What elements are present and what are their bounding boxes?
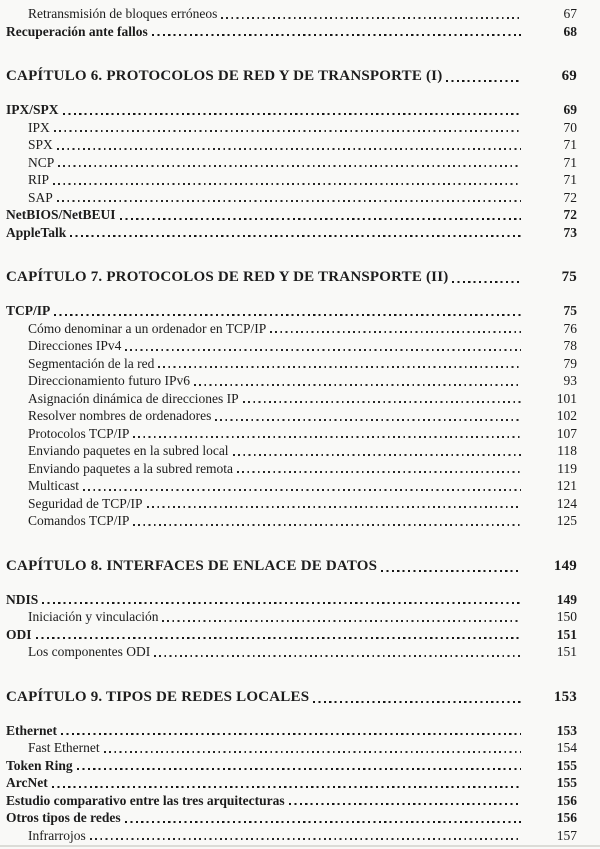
toc-entry-page: 101 [556,390,577,406]
toc-entry-page: 157 [556,827,577,843]
toc-entry-page: 156 [556,792,577,808]
toc-entry-label: Ethernet [6,722,57,738]
toc-entry-label: Cómo denominar a un ordenador en TCP/IP [28,320,267,336]
toc-entry-page: 125 [556,513,577,528]
dot-leader [54,314,521,316]
toc-entry-page: 155 [556,775,577,790]
toc-entry-page: 154 [556,740,577,755]
dot-leader [152,34,521,36]
dot-leader [194,384,521,386]
dot-leader [133,524,521,526]
dot-leader [104,751,521,753]
toc-entry-page: 149 [556,591,577,607]
toc-entry-label: Token Ring [6,757,73,773]
toc-entry [6,407,577,425]
toc-entry-label: IPX/SPX [6,102,59,117]
toc-entry-label: Fast Ethernet [28,740,100,755]
toc-entry-label: CAPÍTULO 9. TIPOS DE REDES LOCALES [6,688,310,705]
toc-entry-page: 71 [563,137,577,152]
dot-leader [77,768,521,770]
toc-entry-label: NCP [28,154,55,170]
dot-leader [54,130,521,132]
toc-entry-label: Segmentación de la red [28,355,155,371]
table-of-contents [6,5,577,844]
toc-entry-page: 69 [563,102,577,117]
toc-entry-label: NDIS [6,591,39,607]
dot-leader [61,733,521,735]
toc-entry [6,643,577,661]
dot-leader [63,113,521,115]
dot-leader [452,281,521,283]
toc-entry-label: Comandos TCP/IP [28,513,130,528]
toc-entry-page: 79 [563,355,577,371]
toc-entry [6,460,577,478]
dot-leader [270,331,521,333]
toc-entry-page: 69 [561,68,577,84]
toc-entry [6,512,577,530]
dot-leader [313,701,521,703]
toc-entry-page: 70 [563,119,577,135]
dot-leader [147,506,522,508]
toc-entry [6,477,577,495]
toc-entry-page: 71 [563,172,577,187]
toc-entry [6,722,577,740]
toc-entry-page: 72 [563,207,577,222]
dot-leader [42,602,521,604]
toc-entry-page: 153 [553,688,577,705]
toc-entry [6,206,577,224]
toc-entry-label: TCP/IP [6,303,51,318]
toc-entry-label: Direcciones IPv4 [28,338,122,353]
toc-entry [6,224,577,242]
toc-entry-page: 76 [563,320,577,336]
dot-leader [289,803,521,805]
dot-leader [90,838,521,840]
dot-leader [243,401,521,403]
toc-entry [6,626,577,644]
toc-entry-label: SAP [28,189,53,205]
toc-entry [6,390,577,408]
dot-leader [162,620,521,622]
toc-entry-page: 118 [557,443,577,458]
toc-entry [6,372,577,390]
toc-entry-label: CAPÍTULO 8. INTERFACES DE ENLACE DE DATOS [6,557,378,574]
dot-leader [58,165,521,167]
toc-entry [6,302,577,320]
toc-entry-label: Multicast [28,478,79,493]
toc-entry [6,687,577,707]
toc-entry-page: 71 [563,154,577,170]
toc-entry [6,119,577,137]
dot-leader [237,471,521,473]
dot-leader [57,148,521,150]
dot-leader [215,419,521,421]
toc-entry [6,792,577,810]
toc-entry-label: Otros tipos de redes [6,810,121,825]
toc-entry [6,774,577,792]
toc-entry-label: Iniciación y vinculación [28,609,159,624]
toc-entry [6,809,577,827]
toc-entry-label: RIP [28,172,50,187]
toc-entry-page: 119 [557,460,577,476]
toc-entry-page: 75 [561,269,577,285]
toc-entry-label: Retransmisión de bloques erróneos [28,6,218,21]
dot-leader [233,454,521,456]
toc-entry-label: Seguridad de TCP/IP [28,495,143,511]
toc-entry-label: Recuperación ante fallos [6,23,148,39]
dot-leader [446,80,521,82]
toc-entry-page: 151 [556,626,577,642]
toc-entry-label: CAPÍTULO 6. PROTOCOLOS DE RED Y DE TRANSPORTE (I) [6,68,443,84]
toc-entry-page: 124 [556,495,577,511]
toc-entry-label: Estudio comparativo entre las tres arquitecturas [6,792,285,808]
toc-entry [6,171,577,189]
toc-entry [6,337,577,355]
toc-entry-page: 149 [553,557,577,574]
toc-entry [6,739,577,757]
toc-entry [6,320,577,338]
toc-entry [6,608,577,626]
toc-entry-label: Resolver nombres de ordenadores [28,408,212,423]
toc-entry-page: 102 [556,408,577,423]
toc-entry-label: Asignación dinámica de direcciones IP [28,390,239,406]
toc-entry [6,495,577,513]
dot-leader [83,489,521,491]
toc-entry-page: 73 [563,224,577,240]
toc-entry-label: Los componentes ODI [28,644,151,659]
toc-entry-page: 156 [556,810,577,825]
toc-entry-label: SPX [28,137,53,152]
toc-entry-label: Enviando paquetes a la subred remota [28,460,234,476]
toc-entry-page: 150 [556,609,577,624]
toc-entry-label: Infrarrojos [28,827,86,843]
toc-entry [6,23,577,41]
toc-entry [6,556,577,576]
toc-entry [6,136,577,154]
toc-entry [6,189,577,207]
toc-entry-page: 107 [556,425,577,441]
dot-leader [381,570,521,572]
toc-entry-label: IPX [28,119,50,135]
toc-entry [6,827,577,845]
toc-entry-label: ArcNet [6,775,48,790]
scan-edge-artifact [0,845,600,847]
dot-leader [154,655,521,657]
dot-leader [70,235,521,237]
toc-entry [6,267,577,287]
toc-entry-page: 75 [563,303,577,318]
toc-entry [6,757,577,775]
toc-entry-label: Protocolos TCP/IP [28,425,130,441]
dot-leader [57,200,521,202]
dot-leader [221,17,521,19]
toc-entry-page: 78 [563,338,577,353]
dot-leader [158,366,521,368]
dot-leader [120,218,521,220]
toc-entry-label: CAPÍTULO 7. PROTOCOLOS DE RED Y DE TRANSPORTE (II) [6,269,449,285]
dot-leader [52,786,521,788]
dot-leader [125,821,521,823]
toc-entry-page: 121 [556,478,577,493]
toc-entry [6,442,577,460]
toc-entry-page: 67 [563,6,577,21]
toc-entry-page: 155 [556,757,577,773]
toc-entry-label: Direccionamiento futuro IPv6 [28,373,190,388]
dot-leader [125,349,521,351]
toc-entry-page: 93 [563,373,577,388]
toc-entry [6,101,577,119]
dot-leader [36,637,521,639]
toc-entry-label: AppleTalk [6,224,67,240]
toc-entry-page: 72 [563,189,577,205]
dot-leader [53,183,521,185]
toc-entry-label: ODI [6,626,32,642]
toc-entry [6,154,577,172]
toc-entry [6,591,577,609]
toc-entry [6,355,577,373]
toc-entry [6,5,577,23]
toc-entry-label: Enviando paquetes en la subred local [28,443,229,458]
toc-entry [6,425,577,443]
toc-entry-page: 153 [556,722,577,738]
toc-entry-page: 151 [556,644,577,659]
dot-leader [133,436,521,438]
toc-entry-page: 68 [563,23,577,39]
toc-entry-label: NetBIOS/NetBEUI [6,207,116,222]
toc-entry [6,66,577,86]
